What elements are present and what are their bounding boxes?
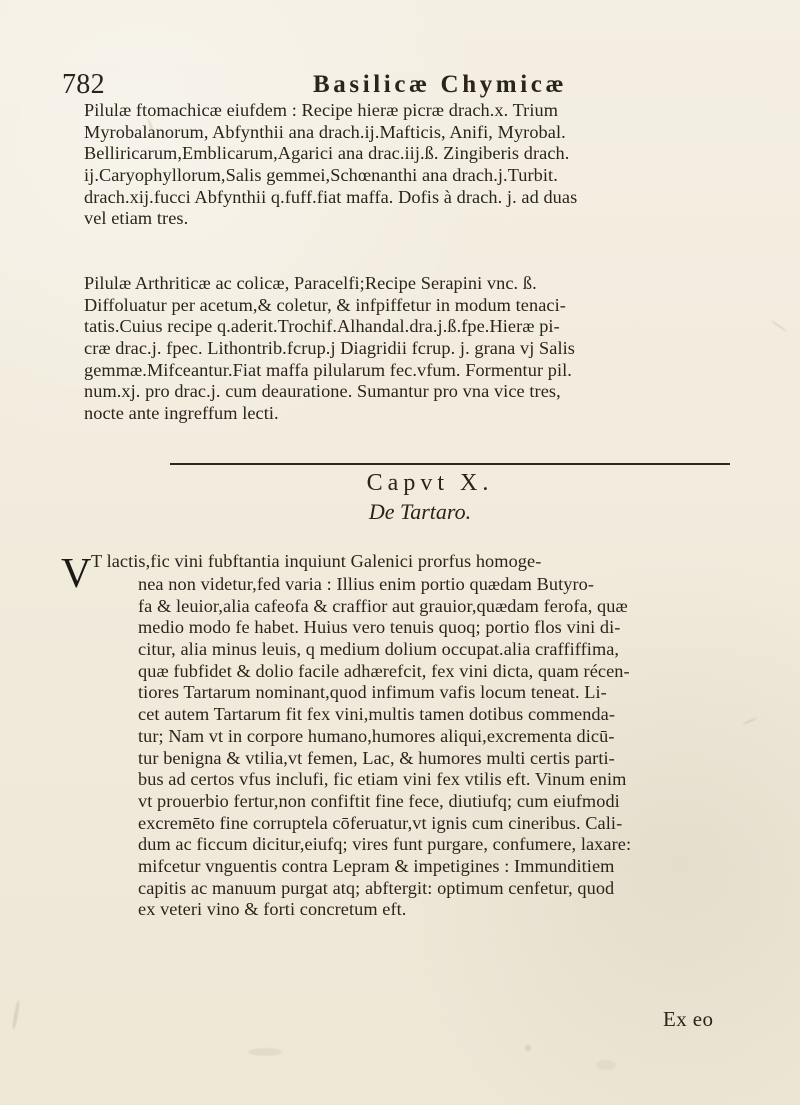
text-line: nea non videtur,fed varia : Illius enim portio quædam Butyro- bbox=[138, 574, 595, 594]
paper-stain bbox=[771, 320, 787, 332]
section-divider bbox=[170, 463, 730, 465]
text-line: ex veteri vino & forti concretum eft. bbox=[138, 899, 407, 920]
chapter-subtitle: De Tartaro. bbox=[368, 499, 472, 524]
text-line: tiores Tartarum nominant,quod infimum vafis locum teneat. Li- bbox=[138, 682, 607, 703]
paper-stain bbox=[596, 1060, 616, 1070]
text-line: Diffoluatur per acetum,& coletur, & infpiffetur in modum tenaci- bbox=[84, 294, 566, 315]
text-line: Belliricarum,Emblicarum,Agarici ana drac.iij.ß. Zingiberis drach. bbox=[84, 143, 570, 164]
text-line: excremēto fine corruptela cōferuatur,vt ignis cum cineribus. Cali- bbox=[138, 812, 623, 833]
text-line: tur; Nam vt in corpore humano,humores aliqui,excrementa dicū- bbox=[138, 725, 615, 746]
text-line: nocte ante ingreffum lecti. bbox=[84, 403, 279, 424]
text-line: mifcetur vnguentis contra Lepram & impetigines : Immunditiem bbox=[138, 855, 615, 876]
text-line: ij.Caryophyllorum,Salis gemmei,Schœnanthi ana drach.j.Turbit. bbox=[84, 165, 558, 186]
body-text-lines bbox=[138, 574, 800, 921]
text-line: medio modo fe habet. Huius vero tenuis quoq; portio flos vini di- bbox=[138, 617, 621, 638]
text-line: fa & leuior,alia cafeofa & craffior aut grauior,quædam ferofa, quæ bbox=[138, 595, 628, 616]
text-line: cræ drac.j. fpec. Lithontrib.fcrup.j Diagridii fcrup. j. grana vj Salis bbox=[84, 338, 575, 359]
text-line: Pilulæ Arthriticæ ac colicæ, Paracelfi;Recipe Serapini vnc. ß. bbox=[84, 273, 537, 293]
paper-stain bbox=[248, 1048, 282, 1056]
first-text-line: T lactis,fic vini fubftantia inquiunt Galenici prorfus homoge- bbox=[91, 551, 542, 571]
text-line: Pilulæ ftomachicæ eiufdem : Recipe hieræ picræ drach.x. Trium bbox=[84, 100, 559, 120]
text-line: quæ fubfidet & dolio facile adhærefcit, fex vini dicta, quam récen- bbox=[138, 660, 630, 681]
text-line: cet autem Tartarum fit fex vini,multis tamen dotibus commenda- bbox=[138, 704, 616, 725]
top-paragraph bbox=[84, 100, 756, 230]
text-line: citur, alia minus leuis, q medium dolium occupat.alia craffiffima, bbox=[138, 639, 620, 660]
text-line: bus ad certos vfus inclufi, fic etiam vini fex vtilis eft. Vinum enim bbox=[138, 769, 627, 790]
text-line: num.xj. pro drac.j. cum deauratione. Sumantur pro vna vice tres, bbox=[84, 381, 561, 402]
page-number: 782 bbox=[62, 69, 105, 100]
text-line: tatis.Cuius recipe q.aderit.Trochif.Alhandal.dra.j.ß.fpe.Hieræ pi- bbox=[84, 316, 560, 337]
running-title: Basilicæ Chymicæ bbox=[313, 71, 568, 98]
drop-cap: V bbox=[61, 551, 93, 597]
paper-stain bbox=[525, 1045, 531, 1051]
text-line: vel etiam tres. bbox=[84, 208, 189, 229]
paper-stain bbox=[11, 1000, 20, 1030]
text-line: vt prouerbio fertur,non confiftit fine fece, diutiufq; cum eiufmodi bbox=[138, 790, 620, 811]
text-line: capitis ac manuum purgat atq; abftergit: optimum cenfetur, quod bbox=[138, 877, 615, 898]
text-line: dum ac ficcum dicitur,eiufq; vires funt purgare, confumere, laxare: bbox=[138, 834, 632, 855]
text-line: Myrobalanorum, Abfynthii ana drach.ij.Mafticis, Anifi, Myrobal. bbox=[84, 121, 566, 142]
text-line: gemmæ.Mifceantur.Fiat maffa pilularum fec.vfum. Formentur pil. bbox=[84, 359, 572, 380]
chapter-title: Capvt X. bbox=[366, 470, 494, 496]
text-line: tur benigna & vtilia,vt femen, Lac, & humores multi certis parti- bbox=[138, 747, 615, 768]
text-line: drach.xij.fucci Abfynthii q.fuff.fiat maffa. Dofis à drach. j. ad duas bbox=[84, 186, 578, 207]
catchword: Ex eo bbox=[663, 1007, 714, 1031]
middle-paragraph bbox=[84, 273, 756, 425]
